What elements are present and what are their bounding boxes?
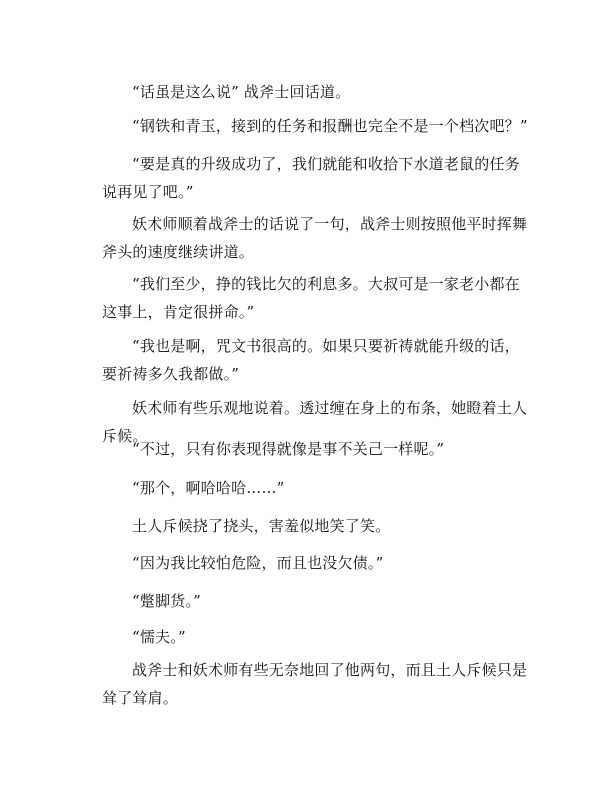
paragraph-12: “蹩脚货。” [132,592,202,610]
paragraph-4: 妖术师顺着战斧士的话说了一句，战斧士则按照他平时挥舞斧头的速度继续讲道。 [102,215,528,261]
paragraph-1: “话虽是这么说” 战斧士回话道。 [132,83,351,101]
paragraph-9: “那个，啊哈哈哈……” [132,479,285,497]
paragraph-5: “我们至少，挣的钱比欠的利息多。大叔可是一家老小都在这事上，肯定很拼命。” [102,275,520,321]
paragraph-3: “要是真的升级成功了，我们就能和收拾下水道老鼠的任务说再见了吧。” [102,155,520,201]
paragraph-8: “不过，只有你表现得就像是事不关己一样呢。” [132,440,445,458]
paragraph-7: 妖术师有些乐观地说着。透过缠在身上的布条，她瞪着土人斥候。 [102,399,528,445]
paragraph-14: 战斧士和妖术师有些无奈地回了他两句，而且土人斥候只是耸了耸肩。 [102,661,528,707]
paragraph-11: “因为我比较怕危险，而且也没欠债。” [132,554,384,572]
paragraph-10: 土人斥候挠了挠头，害羞似地笑了笑。 [132,517,391,535]
paragraph-6: “我也是啊，咒文书很高的。如果只要祈祷就能升级的话，要祈祷多久我都做。” [102,337,520,383]
paragraph-13: “懦夫。” [132,628,186,646]
paragraph-2: “钢铁和青玉，接到的任务和报酬也完全不是一个档次吧？” [132,117,528,135]
